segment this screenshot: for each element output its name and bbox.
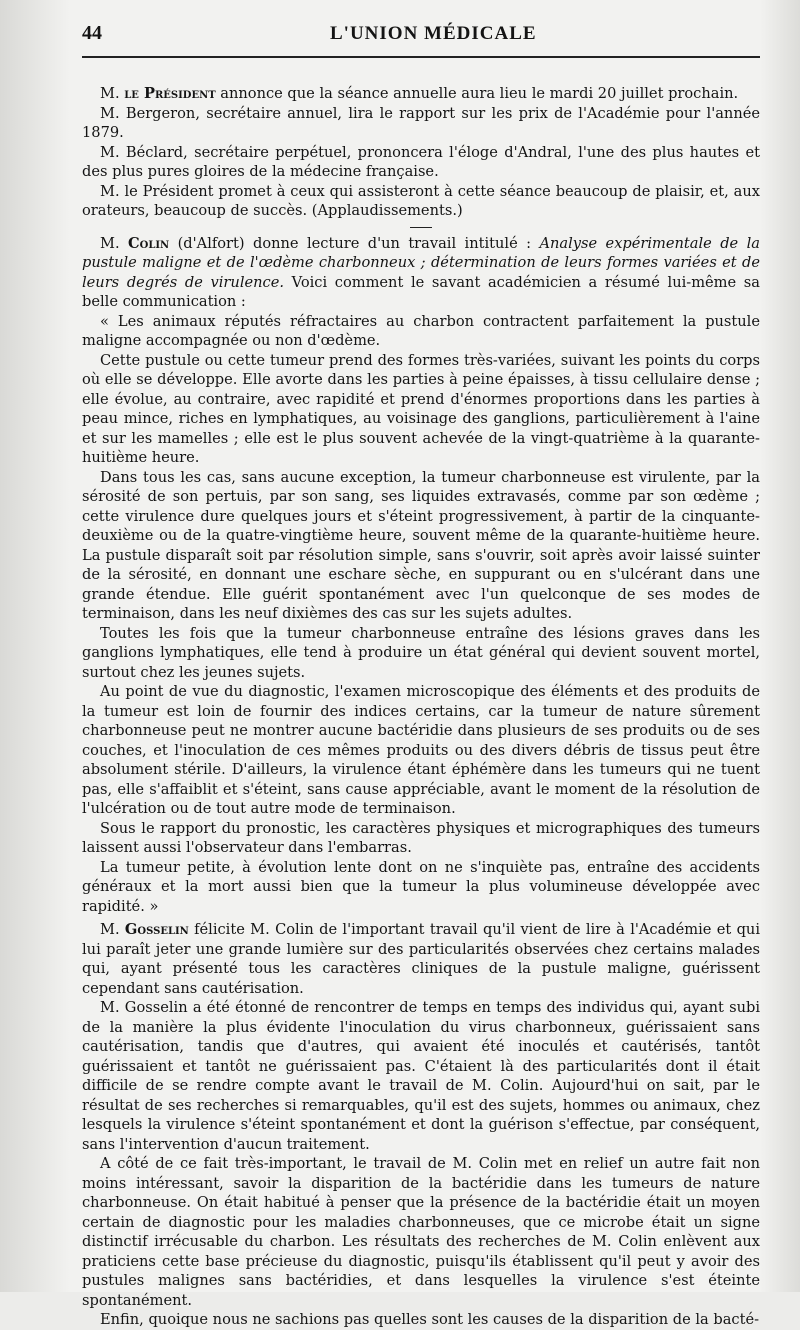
summary-paragraph: Toutes les fois que la tumeur charbonneuse entraîne des lésions graves dans les ganglions lymphatiques, elle tend à produire un état général qui devient souvent mortel, surtout chez les jeunes sujets.	[82, 624, 760, 681]
gosselin-paragraph: A côté de ce fait très-important, le travail de M. Colin met en relief un autre fait non moins intéressant, savoir la disparition de la bactéridie dans les tumeurs de nature charbonneuse. On était habitué à penser que la présence de la bactéridie était un moyen certain de diagnostic pour les maladies charbonneuses, que ce microbe était un signe distinctif irrécusable du charbon. Les résultats des recherches de M. Colin enlèvent aux praticiens cette base précieuse du diagnostic, puisqu'ils établissent qu'il peut y avoir des pustules malignes sans bactéridies, et dans lesquelles la virulence s'est éteinte spontanément.	[82, 1155, 760, 1309]
summary-paragraph: Dans tous les cas, sans aucune exception, la tumeur charbonneuse est virulente, par la sérosité de son pertuis, par son sang, ses liquides extravasés, comme par son œdème ; cette virulence dure quelques jours et s'éteint progressivement, à partir de la cinquante-deuxième ou de la quatre-vingtième heure, souvent même de la quarante-huitième heure. La pustule disparaît soit par résolution simple, sans s'ouvrir, soit après avoir laissé suinter de la sérosité, en donnant une eschare sèche, en suppurant ou en s'ulcérant dans une grande étendue. Elle guérit spontanément avec l'un quelconque de ses modes de terminaison, dans les neuf dixièmes des cas sur les sujets adultes.	[82, 468, 760, 622]
paragraph-gosselin-intro: M. Gosselin félicite M. Colin de l'important travail qu'il vient de lire à l'Académie et qui lui paraît jeter une grande lumière sur des particularités observées chez certains malades qui, ayant présenté tous les caractères cliniques de la pustule maligne, guérissent cependant sans cautérisation.	[82, 921, 760, 997]
summary-paragraph: Au point de vue du diagnostic, l'examen microscopique des éléments et des produits de la tumeur est loin de fournir des indices certains, car la tumeur de nature sûrement charbonneuse peut ne montrer aucune bactéridie dans plusieurs de ses produits ou de ses couches, et l'inoculation de ces mêmes produits ou des divers débris de tissus peut être absolument stérile. D'ailleurs, la virulence étant éphémère dans les tumeurs qui ne tuent pas, elle s'affaiblit et s'éteint, sans cause appréciable, avant le moment de la résolution de l'ulcération ou de tout autre mode de terminaison.	[82, 683, 760, 817]
paragraph-president-promise: M. le Président promet à ceux qui assisteront à cette séance beaucoup de plaisir, et, aux orateurs, beaucoup de succès. (Applaudissements.)	[82, 182, 760, 219]
work-title: Analyse expérimentale de la pustule maligne et de l'œdème charbonneux ; détermination de leurs formes variées et de leurs degrés de virulence.	[82, 234, 760, 291]
section-divider	[410, 227, 432, 228]
summary-paragraph: La tumeur petite, à évolution lente dont on ne s'inquiète pas, entraîne des accidents généraux et la mort aussi bien que la tumeur la plus volumineuse développée avec rapidité. »	[82, 858, 760, 915]
page-number: 44	[82, 22, 102, 44]
paragraph-colin-intro: M. Colin (d'Alfort) donne lecture d'un travail intitulé : Analyse expérimentale de la pustule maligne et de l'œdème charbonneux ; détermination de leurs formes variées et de leurs degrés de virulence. Voici comment le savant académicien a résumé lui-même sa belle communication :	[82, 234, 760, 310]
paragraph-president-announcement: M. le Président annonce que la séance annuelle aura lieu le mardi 20 juillet prochain.	[100, 85, 739, 102]
running-title: L'UNION MÉDICALE	[330, 23, 537, 44]
gosselin-paragraph: Enfin, quoique nous ne sachions pas quelles sont les causes de la disparition de la bacté-	[100, 1311, 760, 1328]
page-header	[82, 22, 760, 58]
paragraph-bergeron: M. Bergeron, secrétaire annuel, lira le rapport sur les prix de l'Académie pour l'année 1879.	[82, 104, 760, 141]
paragraph-beclard: M. Béclard, secrétaire perpétuel, prononcera l'éloge d'Andral, l'une des plus hautes et des plus pures gloires de la médecine française.	[82, 143, 760, 180]
gosselin-paragraph: M. Gosselin a été étonné de rencontrer de temps en temps des individus qui, ayant subi de la manière la plus évidente l'inoculation du virus charbonneux, guérissaient sans cautérisation, tandis que d'autres, qui avaient été inoculés et cautérisés, tantôt guérissaient et tantôt ne guérissaient pas. C'étaient là des particularités dont il était difficile de se rendre compte avant le travail de M. Colin. Aujourd'hui on sait, par le résultat de ses recherches si remarquables, qu'il est des sujets, hommes ou animaux, chez lesquels la virulence s'éteint spontanément et dont la guérison s'effectue, par conséquent, sans l'intervention d'aucun traitement.	[82, 999, 760, 1153]
summary-paragraph: Cette pustule ou cette tumeur prend des formes très-variées, suivant les points du corps où elle se développe. Elle avorte dans les parties à peine épaisses, à tissu cellulaire dense ; elle évolue, au contraire, avec rapidité et prend d'énormes proportions dans les parties à peau mince, riches en lymphatiques, au voisinage des ganglions, particulièrement à l'aine et sur les mamelles ; elle est le plus souvent achevée de la vingt-quatrième à la quarante-huitième heure.	[82, 351, 760, 466]
summary-paragraph: Sous le rapport du pronostic, les caractères physiques et micrographiques des tumeurs laissent aussi l'observateur dans l'embarras.	[82, 819, 760, 856]
summary-paragraph: « Les animaux réputés réfractaires au charbon contractent parfaitement la pustule maligne accompagnée ou non d'œdème.	[82, 312, 760, 349]
article-body	[82, 84, 760, 1330]
